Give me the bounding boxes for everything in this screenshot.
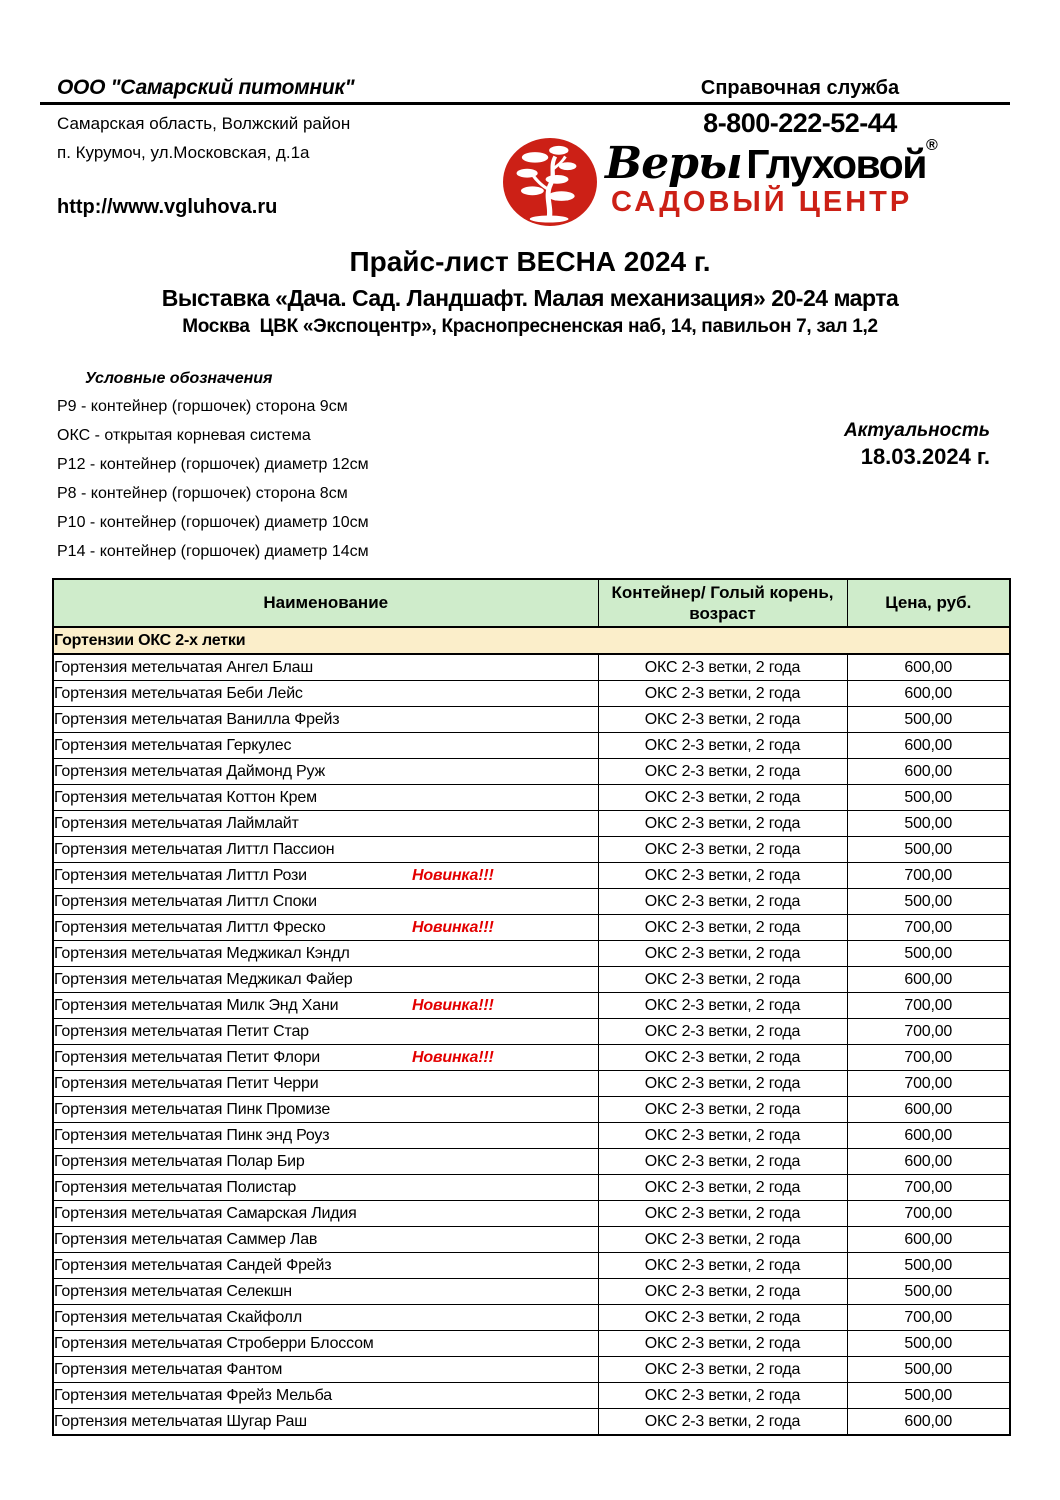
plant-name-cell: Гортензия метельчатая Литтл Споки xyxy=(53,889,598,915)
container-cell: ОКС 2-3 ветки, 2 года xyxy=(598,654,847,681)
table-row xyxy=(53,1279,1010,1305)
legend-item: Р12 - контейнер (горшочек) диаметр 12см xyxy=(57,456,369,473)
container-cell: ОКС 2-3 ветки, 2 года xyxy=(598,863,847,889)
new-badge: Новинка!!! xyxy=(412,1048,494,1066)
container-cell: ОКС 2-3 ветки, 2 года xyxy=(598,1357,847,1383)
container-cell: ОКС 2-3 ветки, 2 года xyxy=(598,1097,847,1123)
container-cell: ОКС 2-3 ветки, 2 года xyxy=(598,1201,847,1227)
price-cell: 700,00 xyxy=(847,915,1010,941)
table-row xyxy=(53,889,1010,915)
garden-center-logo xyxy=(503,138,938,226)
price-cell: 700,00 xyxy=(847,993,1010,1019)
legend-list xyxy=(57,392,369,566)
price-cell: 600,00 xyxy=(847,1123,1010,1149)
table-row xyxy=(53,733,1010,759)
plant-name-cell: Гортензия метельчатая Самарская Лидия xyxy=(53,1201,598,1227)
table-row xyxy=(53,1019,1010,1045)
plant-name-cell: Гортензия метельчатая Меджикал Кэндл xyxy=(53,941,598,967)
table-row xyxy=(53,1357,1010,1383)
table-row xyxy=(53,1409,1010,1436)
plant-name-cell: Гортензия метельчатая Петит Флори Новинка!!! xyxy=(53,1045,598,1071)
table-row xyxy=(53,967,1010,993)
plant-name-cell: Гортензия метельчатая Пинк Промизе xyxy=(53,1097,598,1123)
price-cell: 700,00 xyxy=(847,1019,1010,1045)
plant-name-cell: Гортензия метельчатая Литтл Пассион xyxy=(53,837,598,863)
price-cell: 700,00 xyxy=(847,1175,1010,1201)
new-badge: Новинка!!! xyxy=(412,918,494,936)
plant-name-cell: Гортензия метельчатая Литтл Фреско Новинка!!! xyxy=(53,915,598,941)
table-header-row xyxy=(53,579,1010,627)
plant-name-cell: Гортензия метельчатая Фантом xyxy=(53,1357,598,1383)
price-cell: 600,00 xyxy=(847,681,1010,707)
price-cell: 600,00 xyxy=(847,733,1010,759)
container-cell: ОКС 2-3 ветки, 2 года xyxy=(598,1123,847,1149)
table-row xyxy=(53,1331,1010,1357)
logo-red-circle xyxy=(503,138,597,226)
page-title: Прайс-лист ВЕСНА 2024 г. xyxy=(349,246,711,277)
hotline-label: Справочная служба xyxy=(700,77,900,99)
price-cell: 600,00 xyxy=(847,654,1010,681)
price-cell: 500,00 xyxy=(847,1383,1010,1409)
container-cell: ОКС 2-3 ветки, 2 года xyxy=(598,889,847,915)
price-cell: 500,00 xyxy=(847,785,1010,811)
container-cell: ОКС 2-3 ветки, 2 года xyxy=(598,1305,847,1331)
table-row xyxy=(53,811,1010,837)
legend-item: Р14 - контейнер (горшочек) диаметр 14см xyxy=(57,543,369,560)
price-cell: 500,00 xyxy=(847,941,1010,967)
logo-bold-word: Глуховой xyxy=(746,141,926,187)
table-row xyxy=(53,915,1010,941)
container-cell: ОКС 2-3 ветки, 2 года xyxy=(598,1175,847,1201)
col-header-container: Контейнер/ Голый корень, возраст xyxy=(598,579,847,627)
legend-heading: Условные обозначения xyxy=(85,370,273,387)
hotline-phone: 8-800-222-52-44 xyxy=(703,108,897,138)
container-cell: ОКС 2-3 ветки, 2 года xyxy=(598,1409,847,1436)
price-cell: 500,00 xyxy=(847,889,1010,915)
plant-name-cell: Гортензия метельчатая Даймонд Руж xyxy=(53,759,598,785)
plant-name-cell: Гортензия метельчатая Милк Энд Хани Новинка!!! xyxy=(53,993,598,1019)
plant-name-cell: Гортензия метельчатая Саммер Лав xyxy=(53,1227,598,1253)
company-address: п. Курумоч, ул.Московская, д.1а xyxy=(57,143,310,162)
container-cell: ОКС 2-3 ветки, 2 года xyxy=(598,1149,847,1175)
table-row xyxy=(53,785,1010,811)
relevance-label: Актуальность xyxy=(843,420,990,441)
price-cell: 600,00 xyxy=(847,1149,1010,1175)
plant-name-cell: Гортензия метельчатая Геркулес xyxy=(53,733,598,759)
container-cell: ОКС 2-3 ветки, 2 года xyxy=(598,1227,847,1253)
price-cell: 500,00 xyxy=(847,707,1010,733)
table-row xyxy=(53,759,1010,785)
price-cell: 500,00 xyxy=(847,1279,1010,1305)
header-divider xyxy=(40,102,1010,105)
logo-script-word: Веры xyxy=(605,138,742,189)
plant-name-cell: Гортензия метельчатая Строберри Блоссом xyxy=(53,1331,598,1357)
plant-name-cell: Гортензия метельчатая Сандей Фрейз xyxy=(53,1253,598,1279)
price-cell: 700,00 xyxy=(847,1305,1010,1331)
price-cell: 700,00 xyxy=(847,1201,1010,1227)
price-cell: 600,00 xyxy=(847,1227,1010,1253)
plant-name-cell: Гортензия метельчатая Литтл Рози Новинка!!! xyxy=(53,863,598,889)
container-cell: ОКС 2-3 ветки, 2 года xyxy=(598,1019,847,1045)
container-cell: ОКС 2-3 ветки, 2 года xyxy=(598,915,847,941)
container-cell: ОКС 2-3 ветки, 2 года xyxy=(598,993,847,1019)
plant-name-cell: Гортензия метельчатая Ванилла Фрейз xyxy=(53,707,598,733)
plant-name-cell: Гортензия метельчатая Полар Бир xyxy=(53,1149,598,1175)
plant-name-cell: Гортензия метельчатая Коттон Крем xyxy=(53,785,598,811)
container-cell: ОКС 2-3 ветки, 2 года xyxy=(598,1279,847,1305)
table-row xyxy=(53,1253,1010,1279)
price-cell: 500,00 xyxy=(847,1357,1010,1383)
table-row xyxy=(53,1305,1010,1331)
logo-owner-name xyxy=(605,137,938,189)
price-cell: 600,00 xyxy=(847,1409,1010,1436)
venue-line: Москва ЦВК «Экспоцентр», Краснопресненская наб, 14, павильон 7, зал 1,2 xyxy=(182,316,878,337)
table-row xyxy=(53,707,1010,733)
table-row xyxy=(53,837,1010,863)
table-row xyxy=(53,1201,1010,1227)
table-row xyxy=(53,681,1010,707)
legend-item: ОКС - открытая корневая система xyxy=(57,427,311,444)
container-cell: ОКС 2-3 ветки, 2 года xyxy=(598,1253,847,1279)
relevance-date: 18.03.2024 г. xyxy=(860,444,990,469)
price-table-body xyxy=(53,654,1010,1435)
plant-name-cell: Гортензия метельчатая Меджикал Файер xyxy=(53,967,598,993)
legend-item: Р10 - контейнер (горшочек) диаметр 10см xyxy=(57,514,369,531)
table-row xyxy=(53,654,1010,681)
price-cell: 700,00 xyxy=(847,1071,1010,1097)
website-url: http://www.vgluhova.ru xyxy=(57,196,278,218)
section-title: Гортензии ОКС 2-х летки xyxy=(53,627,1010,654)
container-cell: ОКС 2-3 ветки, 2 года xyxy=(598,1045,847,1071)
new-badge: Новинка!!! xyxy=(412,866,494,884)
registered-trademark-icon: ® xyxy=(925,137,938,154)
logo-text xyxy=(605,138,938,217)
table-row xyxy=(53,1071,1010,1097)
logo-subtitle: САДОВЫЙ ЦЕНТР xyxy=(611,186,913,218)
table-row xyxy=(53,1383,1010,1409)
table-row xyxy=(53,993,1010,1019)
container-cell: ОКС 2-3 ветки, 2 года xyxy=(598,1071,847,1097)
price-cell: 600,00 xyxy=(847,759,1010,785)
new-badge: Новинка!!! xyxy=(412,996,494,1014)
container-cell: ОКС 2-3 ветки, 2 года xyxy=(598,759,847,785)
container-cell: ОКС 2-3 ветки, 2 года xyxy=(598,681,847,707)
legend-item: Р8 - контейнер (горшочек) сторона 8см xyxy=(57,485,348,502)
plant-name-cell: Гортензия метельчатая Скайфолл xyxy=(53,1305,598,1331)
table-row xyxy=(53,1149,1010,1175)
price-cell: 500,00 xyxy=(847,811,1010,837)
company-region: Самарская область, Волжский район xyxy=(57,114,351,133)
section-row xyxy=(53,627,1010,654)
table-row xyxy=(53,1097,1010,1123)
plant-name-cell: Гортензия метельчатая Селекшн xyxy=(53,1279,598,1305)
container-cell: ОКС 2-3 ветки, 2 года xyxy=(598,941,847,967)
container-cell: ОКС 2-3 ветки, 2 года xyxy=(598,1383,847,1409)
col-header-price: Цена, руб. xyxy=(847,579,1010,627)
container-cell: ОКС 2-3 ветки, 2 года xyxy=(598,837,847,863)
price-cell: 600,00 xyxy=(847,967,1010,993)
company-name: ООО "Самарский питомник" xyxy=(57,76,355,99)
container-cell: ОКС 2-3 ветки, 2 года xyxy=(598,785,847,811)
table-row xyxy=(53,1123,1010,1149)
container-cell: ОКС 2-3 ветки, 2 года xyxy=(598,967,847,993)
container-cell: ОКС 2-3 ветки, 2 года xyxy=(598,811,847,837)
container-cell: ОКС 2-3 ветки, 2 года xyxy=(598,707,847,733)
price-cell: 700,00 xyxy=(847,1045,1010,1071)
price-cell: 700,00 xyxy=(847,863,1010,889)
price-cell: 600,00 xyxy=(847,1097,1010,1123)
plant-name-cell: Гортензия метельчатая Ангел Блаш xyxy=(53,654,598,681)
plant-name-cell: Гортензия метельчатая Фрейз Мельба xyxy=(53,1383,598,1409)
plant-name-cell: Гортензия метельчатая Пинк энд Роуз xyxy=(53,1123,598,1149)
price-cell: 500,00 xyxy=(847,1331,1010,1357)
legend-item: Р9 - контейнер (горшочек) сторона 9см xyxy=(57,398,348,415)
plant-name-cell: Гортензия метельчатая Петит Стар xyxy=(53,1019,598,1045)
plant-name-cell: Гортензия метельчатая Петит Черри xyxy=(53,1071,598,1097)
price-table xyxy=(52,578,1011,1436)
bonsai-tree-icon xyxy=(503,138,597,226)
container-cell: ОКС 2-3 ветки, 2 года xyxy=(598,1331,847,1357)
plant-name-cell: Гортензия метельчатая Беби Лейс xyxy=(53,681,598,707)
col-header-name: Наименование xyxy=(53,579,598,627)
exhibition-line: Выставка «Дача. Сад. Ландшафт. Малая механизация» 20-24 марта xyxy=(161,285,899,311)
table-row xyxy=(53,1175,1010,1201)
plant-name-cell: Гортензия метельчатая Полистар xyxy=(53,1175,598,1201)
table-row xyxy=(53,1227,1010,1253)
price-cell: 500,00 xyxy=(847,1253,1010,1279)
plant-name-cell: Гортензия метельчатая Лаймлайт xyxy=(53,811,598,837)
table-row xyxy=(53,941,1010,967)
price-cell: 500,00 xyxy=(847,837,1010,863)
container-cell: ОКС 2-3 ветки, 2 года xyxy=(598,733,847,759)
plant-name-cell: Гортензия метельчатая Шугар Раш xyxy=(53,1409,598,1436)
table-row xyxy=(53,1045,1010,1071)
table-row xyxy=(53,863,1010,889)
